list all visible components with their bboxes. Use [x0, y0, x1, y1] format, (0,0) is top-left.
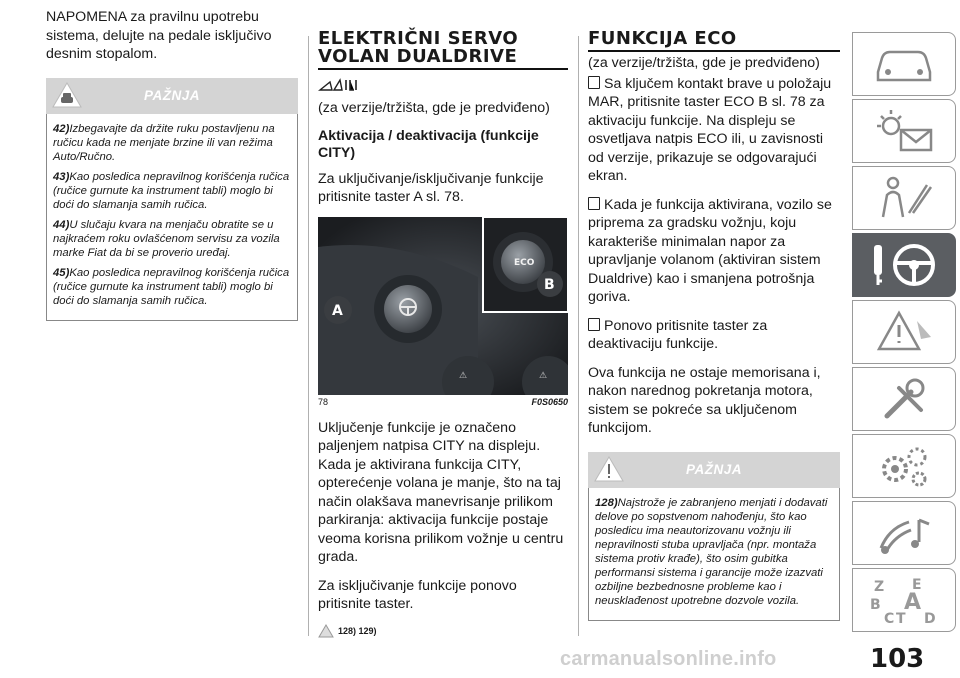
footer-watermark: carmanualsonline.info [560, 648, 777, 670]
bullet-square-icon [588, 76, 600, 89]
warning-label: PAŽNJA [685, 461, 742, 477]
tab-multimedia[interactable] [852, 501, 956, 565]
subsection-title: Aktivacija / deaktivacija (funkcije CITY) [318, 127, 539, 161]
tab-technical-data[interactable] [852, 434, 956, 498]
index-letters-icon [864, 573, 944, 627]
column-divider [578, 36, 579, 636]
figure-photo [318, 217, 568, 395]
emergency-icon [869, 307, 939, 357]
bullet-square-icon [588, 318, 600, 331]
tab-lights[interactable] [852, 99, 956, 163]
svg-text:⚠: ⚠ [459, 370, 468, 381]
bullet-paragraph-3: Ponovo pritisnite taster za deaktivaciju funkcije. [588, 317, 768, 352]
column-right [588, 30, 840, 621]
paragraph-deactivate: Za isključivanje funkcije ponovo pritisnite taster. [318, 577, 517, 612]
page-number: 103 [870, 644, 925, 674]
column-left [46, 8, 298, 321]
figure-number: 78 [318, 396, 329, 407]
note-128: 128)Najstrože je zabranjeno menjati i dodavati delove po sopstvenom nahođenju, što kao posledicu ima neautorizovanu vožnju ili nepravilnosti stuba upravljača (npr. montaža sistema protiv krađe), što osim gubitka performansi sistema i garancije može izazvati ozbiljne bezbednosne probleme kao i neusklađenost upotrebne dozvole vozila. [595, 496, 828, 607]
multimedia-icon [869, 508, 939, 558]
car-icon [872, 42, 936, 86]
svg-text:⚠: ⚠ [539, 370, 548, 381]
column-middle [318, 30, 568, 638]
title-rule [318, 68, 568, 70]
light-envelope-icon [869, 106, 939, 156]
svg-text:E: E [912, 577, 922, 593]
seatbelt-icon [869, 173, 939, 223]
availability-icon [318, 76, 362, 94]
intro-paragraph: NAPOMENA za pravilnu upotrebu sistema, delujte na pedale isključivo desnim stopalom. [46, 9, 272, 62]
callout-b: B [544, 276, 555, 293]
warning-triangle-icon [318, 624, 334, 638]
note-44: 44)U slučaju kvara na menjaču obratite se u najkraćem roku ovlašćenom servisu za vozila marke Fiat da bi se proverio uređaj. [53, 218, 280, 259]
paragraph-memory: Ova funkcija ne ostaje memorisana i, nakon narednog pokretanja motora, sistem se pokreće sa uključenom funkcijom. [588, 364, 821, 436]
svg-text:T: T [896, 611, 906, 627]
figure-code: F0S0650 [531, 396, 568, 407]
warning-label: PAŽNJA [143, 87, 200, 103]
figure-caption [318, 397, 568, 407]
tab-maintenance[interactable] [852, 367, 956, 431]
warning-body [46, 114, 298, 321]
paragraph-activation: Za uključivanje/isključivanje funkcije pritisnite taster A sl. 78. [318, 170, 544, 205]
tab-safety[interactable] [852, 166, 956, 230]
note-45: 45)Kao posledica nepravilnog korišćenja ručica (ručice gurnute ka instrument tabli) moglo bi doći do slamanja samih ručica. [53, 266, 290, 307]
availability-text: (za verzije/tržišta, gde je predviđeno) [318, 100, 550, 116]
availability-text: (za verzije/tržišta, gde je predviđeno) [588, 55, 820, 71]
tab-emergency[interactable] [852, 300, 956, 364]
warning-header [46, 78, 298, 114]
figure-eco-text: ECO [514, 257, 535, 268]
bullet-paragraph-2: Kada je funkcija aktivirana, vozilo se priprema za gradsku vožnju, koju karakteriše minimalan napor za upravljanje volanom (aktiviran sistem Dualdrive) kao i smanjena potrošnja goriva. [588, 196, 832, 305]
note-43: 43)Kao posledica nepravilnog korišćenja ručica (ručice gurnute ka instrument tabli) moglo bi doći do slamanja samih ručica. [53, 170, 290, 211]
warning-header [588, 452, 840, 488]
tab-index[interactable] [852, 568, 956, 632]
svg-text:C: C [884, 611, 895, 627]
chapter-tabs [852, 32, 956, 635]
title-rule [588, 50, 840, 52]
wrench-icon [869, 374, 939, 424]
eco-section-title: FUNKCIJA ECO [588, 28, 737, 49]
warning-references: 128) 129) [318, 624, 568, 638]
svg-text:B: B [870, 597, 881, 613]
warning-body [588, 488, 840, 621]
gears-icon [869, 441, 939, 491]
bullet-paragraph-1: Sa ključem kontakt brave u položaju MAR, pritisnite taster ECO B sl. 78 za aktivaciju funkcije. Na displeju se osvetljava natpis ECO ili, u zavisnosti od verzije, prikazuje se odgovarajući ekran. [588, 75, 832, 184]
svg-text:Z: Z [874, 579, 885, 595]
section-title: ELEKTRIČNI SERVO VOLAN DUALDRIVE [318, 28, 519, 67]
svg-text:A: A [904, 590, 922, 615]
figure-78 [318, 217, 568, 395]
note-42: 42)Izbegavajte da držite ruku postavljenu na ručicu kada ne menjate brzine ili van režima Auto/Ručno. [53, 122, 275, 163]
svg-text:D: D [924, 611, 936, 627]
tab-starting-driving[interactable] [852, 233, 956, 297]
callout-a: A [332, 302, 343, 319]
paragraph-city: Uključenje funkcije je označeno paljenjem natpisa CITY na displeju. Kada je aktivirana funkcija CITY, opterećenje volana je manje, što na taj način olakšava manevrisanje prilikom parkiranja: aktivacija funkcije postaje veoma korisna prilikom vožnje u centru grada. [318, 419, 564, 565]
key-steering-wheel-icon [864, 239, 944, 291]
tab-dashboard[interactable] [852, 32, 956, 96]
column-divider [308, 36, 309, 636]
bullet-square-icon [588, 197, 600, 210]
